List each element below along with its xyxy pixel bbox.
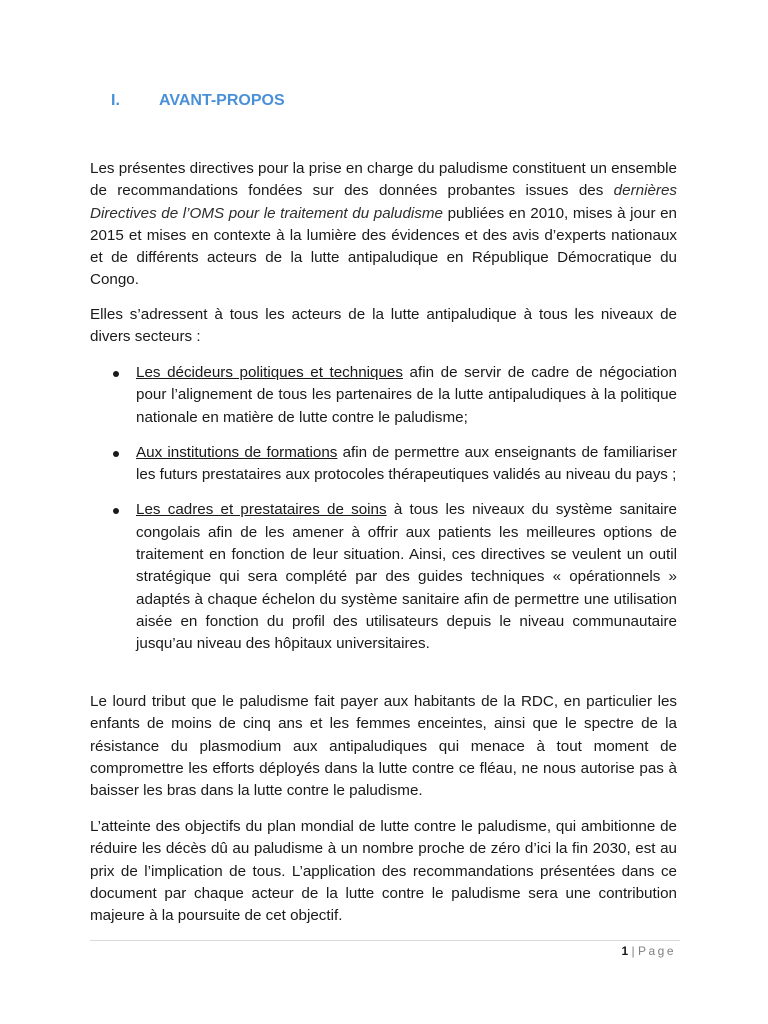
page-footer xyxy=(621,943,676,959)
bullet-icon xyxy=(113,508,119,514)
page-label: Page xyxy=(637,944,676,958)
paragraph-burden: Le lourd tribut que le paludisme fait payer aux habitants de la RDC, en particulier les enfants de moins de cinq ans et les femmes enceintes, ainsi que le spectre de la résistance du plasmodium aux antipaludiques qui menace à tout moment de compromettre les efforts déployés dans la lutte contre ce fléau, ne nous autorise pas à baisser les bras dans la lutte contre le paludisme. xyxy=(90,693,677,800)
list-item-underlined: Les décideurs politiques et techniques xyxy=(136,364,403,381)
section-title: AVANT-PROPOS xyxy=(159,92,285,109)
list-item-underlined: Aux institutions de formations xyxy=(136,443,338,461)
list-item-text: à tous les niveaux du système sanitaire congolais afin de les amener à offrir aux patients les meilleures options de traitement en fonction de leur situation. Ainsi, ces directives se veulent un outil stratégique qui sera complété par des guides techniques « opérationnels » adaptés à chaque échelon du système sanitaire afin de permettre une utilisation aisée en fonction du profil des utilisateurs depuis le niveau communautaire jusqu’au niveau des hôpitaux universitaires. xyxy=(136,501,677,653)
paragraph-intro-part1: Les présentes directives pour la prise en charge du paludisme constituent un ensemble de recommandations fondées sur des données probantes issues des xyxy=(90,160,677,200)
paragraph-audience: Elles s’adressent à tous les acteurs de la lutte antipaludique à tous les niveaux de divers secteurs : xyxy=(90,306,677,346)
list-item xyxy=(90,442,677,487)
list-item-text: afin de servir de cadre de négociation pour l’alignement de tous les partenaires de la lutte antipaludiques à la politique nationale en matière de lutte contre le paludisme; xyxy=(136,364,677,426)
paragraph-intro-part2: publiées en 2010, mises à jour en 2015 et mises en contexte à la lumière des évidences et des avis d’experts nationaux et de différents acteurs de la lutte antipaludique en République Démocratique du Congo. xyxy=(90,204,677,289)
bullet-icon xyxy=(113,371,119,377)
paragraph-intro xyxy=(90,158,677,292)
list-item-underlined: Les cadres et prestataires de soins xyxy=(136,501,387,519)
section-number: I. xyxy=(111,92,120,109)
footer-separator: | xyxy=(628,944,638,958)
list-item xyxy=(90,499,677,655)
list-item xyxy=(90,362,677,429)
page-number: 1 xyxy=(621,944,629,958)
footer-divider xyxy=(90,940,680,941)
section-heading xyxy=(111,92,285,110)
bullet-icon xyxy=(113,451,119,457)
paragraph-intro-italic: dernières Directives de l’OMS pour le traitement du paludisme xyxy=(90,182,677,222)
list-item-text: afin de permettre aux enseignants de familiariser les futurs prestataires aux protocoles thérapeutiques validés au niveau du pays ; xyxy=(136,443,677,484)
paragraph-objectives: L’atteinte des objectifs du plan mondial de lutte contre le paludisme, qui ambitionne de réduire les décès dû au paludisme à un nombre proche de zéro d’ici la fin 2030, est au prix de l’implication de tous. L’application des recommandations présentées dans ce document par chaque acteur de la lutte contre le paludisme sera une contribution majeure à la poursuite de cet objectif. xyxy=(90,818,677,925)
audience-list xyxy=(90,362,677,656)
